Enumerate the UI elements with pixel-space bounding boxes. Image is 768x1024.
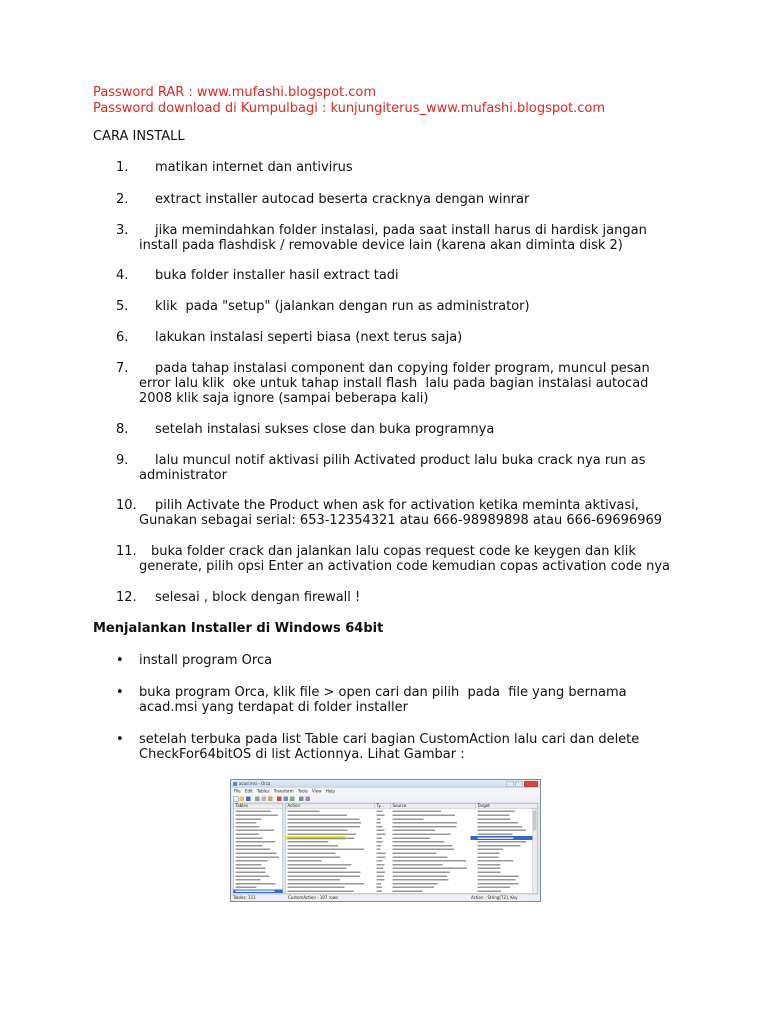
row-text-placeholder [393, 875, 448, 877]
toolbar-icon [240, 797, 245, 802]
bullet-icon: • [116, 732, 124, 747]
row-text-placeholder [288, 879, 340, 881]
toolbar-icon [246, 797, 251, 802]
install-step [0, 498, 768, 528]
step-number: 2. [116, 192, 129, 207]
step-text: jika memindahkan folder instalasi, pada saat install harus di hardisk jangan [155, 223, 647, 238]
row-text-placeholder [478, 890, 501, 892]
row-text-placeholder [288, 841, 329, 843]
row-text-placeholder [393, 837, 431, 839]
row-text-placeholder [377, 826, 383, 828]
row-text-placeholder [288, 871, 361, 873]
row-text-placeholder [478, 822, 518, 824]
toolbar-icon [233, 797, 239, 803]
win64-bullet-item [0, 685, 768, 715]
install-step [0, 160, 768, 175]
row-text-placeholder [377, 860, 383, 862]
row-text-placeholder [377, 879, 385, 881]
row-text-placeholder [393, 879, 449, 881]
row-text-placeholder [377, 830, 385, 832]
row-text-placeholder [393, 830, 435, 832]
row-text-placeholder [288, 826, 361, 828]
row-text-placeholder [377, 868, 384, 870]
row-text-placeholder [236, 871, 266, 873]
row-text-placeholder [478, 814, 510, 816]
row-text-placeholder [236, 845, 263, 847]
column-divider [476, 804, 477, 809]
step-number: 8. [116, 422, 129, 437]
toolbar-icon [277, 797, 282, 802]
bullet-icon: • [116, 653, 124, 668]
column-header-target: Target [477, 803, 490, 808]
step-number: 3. [116, 223, 129, 238]
row-text-placeholder [236, 852, 277, 854]
row-text-placeholder [478, 864, 501, 866]
row-text-placeholder [236, 849, 271, 851]
row-text-placeholder [288, 875, 361, 877]
install-step [0, 330, 768, 345]
row-text-placeholder [236, 875, 270, 877]
row-text-placeholder [393, 845, 453, 847]
row-text-placeholder [288, 845, 339, 847]
win64-section-title: Menjalankan Installer di Windows 64bit [93, 621, 384, 636]
row-text-placeholder [377, 856, 386, 858]
bullet-text: CheckFor64bitOS di list Actionnya. Lihat Gambar : [139, 747, 465, 763]
toolbar-icon [255, 797, 260, 802]
row-text-placeholder [288, 830, 348, 832]
step-text: buka folder installer hasil extract tadi [155, 268, 399, 283]
step-number: 10. [116, 498, 137, 513]
column-header-source: Source [392, 803, 407, 808]
row-text-placeholder [377, 871, 386, 873]
row-text-placeholder [478, 852, 500, 854]
status-column-info: Action - String[72], Key [471, 895, 518, 900]
password-download-line: Password download di Kumpulbagi : kunjungiterus_www.mufashi.blogspot.com [93, 101, 606, 116]
row-text-placeholder [236, 890, 275, 892]
row-text-placeholder [393, 841, 445, 843]
row-text-placeholder [393, 860, 467, 862]
close-icon [524, 781, 538, 787]
install-step [0, 453, 768, 483]
step-number: 7. [116, 361, 129, 376]
tables-list-header [234, 804, 283, 809]
step-number: 1. [116, 160, 129, 175]
row-text-placeholder [288, 852, 336, 854]
row-text-placeholder [236, 883, 276, 885]
row-text-placeholder [236, 833, 259, 835]
row-text-placeholder [236, 814, 278, 816]
menu-item-help: Help [325, 789, 335, 794]
row-text-placeholder [478, 856, 499, 858]
row-text-placeholder [377, 837, 383, 839]
row-text-placeholder [377, 841, 383, 843]
row-text-placeholder [393, 856, 448, 858]
step-text: Gunakan sebagai serial: 653-12354321 atau 666-98989898 atau 666-69696969 [139, 513, 663, 529]
row-text-placeholder [478, 837, 514, 839]
install-step [0, 299, 768, 314]
row-text-placeholder [478, 849, 504, 851]
bullet-text: acad.msi yang terdapat di folder installer [139, 700, 408, 716]
step-number: 12. [116, 590, 137, 605]
row-text-placeholder [288, 811, 320, 813]
menu-item-file: File [234, 789, 241, 794]
row-text-placeholder [393, 833, 451, 835]
row-text-placeholder [393, 890, 423, 892]
toolbar-icon [268, 797, 273, 802]
step-number: 11. [116, 544, 137, 559]
step-number: 5. [116, 299, 129, 314]
step-text: install pada flashdisk / removable device lain (karena akan diminta disk 2) [139, 238, 623, 254]
install-section-title: CARA INSTALL [93, 129, 185, 144]
install-step [0, 590, 768, 605]
row-text-placeholder [288, 890, 354, 892]
column-header-action: Action [287, 803, 301, 808]
row-text-placeholder [478, 860, 513, 862]
row-text-placeholder [393, 883, 438, 885]
toolbar-icon [306, 797, 311, 802]
toolbar-icon [299, 797, 304, 802]
toolbar-icon [262, 797, 267, 802]
row-text-placeholder [377, 818, 381, 820]
maximize-icon [515, 781, 523, 787]
step-text: lakukan instalasi seperti biasa (next terus saja) [155, 330, 463, 345]
menu-item-tables: Tables [256, 789, 270, 794]
step-text: matikan internet dan antivirus [155, 160, 353, 175]
row-text-placeholder [288, 868, 347, 870]
step-text: extract installer autocad beserta cracknya dengan winrar [155, 192, 530, 207]
step-text: setelah instalasi sukses close dan buka programnya [155, 422, 495, 437]
row-text-placeholder [377, 849, 381, 851]
row-text-placeholder [478, 818, 511, 820]
win64-bullet-item [0, 653, 768, 668]
row-text-placeholder [288, 822, 361, 824]
bullet-text: install program Orca [139, 653, 273, 668]
row-text-placeholder [288, 860, 322, 862]
row-text-placeholder [393, 826, 457, 828]
menu-item-edit: Edit [244, 789, 253, 794]
row-text-placeholder [377, 864, 385, 866]
row-text-placeholder [377, 890, 383, 892]
row-text-placeholder [478, 883, 519, 885]
bullet-text: setelah terbuka pada list Table cari bagian CustomAction lalu cari dan delete [139, 732, 640, 747]
row-text-placeholder [393, 849, 455, 851]
row-text-placeholder [478, 833, 513, 835]
row-text-placeholder [236, 887, 257, 889]
win64-bullet-item [0, 732, 768, 762]
toolbar-icon [290, 797, 295, 802]
step-text: klik pada "setup" (jalankan dengan run as administrator) [155, 299, 530, 314]
row-text-placeholder [236, 818, 262, 820]
row-text-placeholder [393, 822, 458, 824]
bullet-text: buka program Orca, klik file > open cari dan pilih pada file yang bernama [139, 685, 627, 700]
row-text-placeholder [288, 837, 355, 839]
row-text-placeholder [478, 871, 501, 873]
minimize-icon [506, 781, 514, 787]
row-text-placeholder [236, 826, 260, 828]
orca-app-icon [233, 782, 237, 786]
window-title: acad.msi - Orca [239, 781, 271, 786]
toolbar-icon [284, 797, 289, 802]
tables-list [233, 803, 283, 894]
column-header-type: Ty... [376, 803, 384, 808]
tables-list-row [234, 889, 283, 893]
row-text-placeholder [478, 845, 521, 847]
row-text-placeholder [288, 883, 365, 885]
row-text-placeholder [377, 852, 386, 854]
step-text: lalu muncul notif aktivasi pilih Activated product lalu buka crack nya run as [155, 453, 646, 468]
row-text-placeholder [236, 830, 275, 832]
row-text-placeholder [377, 845, 382, 847]
row-text-placeholder [236, 864, 262, 866]
row-text-placeholder [288, 849, 364, 851]
status-tables-count: Tables: 111 [233, 895, 256, 900]
row-text-placeholder [393, 811, 442, 813]
menu-item-tools: Tools [297, 789, 308, 794]
status-bar [231, 894, 540, 901]
row-text-placeholder [478, 811, 515, 813]
row-text-placeholder [478, 830, 526, 832]
row-text-placeholder [478, 879, 516, 881]
row-text-placeholder [478, 887, 511, 889]
row-text-placeholder [393, 868, 468, 870]
row-text-placeholder [377, 811, 383, 813]
row-text-placeholder [377, 875, 385, 877]
step-number: 6. [116, 330, 129, 345]
row-text-placeholder [236, 811, 272, 813]
row-text-placeholder [377, 822, 382, 824]
step-number: 9. [116, 453, 129, 468]
install-step [0, 268, 768, 283]
row-text-placeholder [236, 868, 266, 870]
row-text-placeholder [377, 814, 385, 816]
step-text: 2008 klik saja ignore (sampai beberapa kali) [139, 391, 429, 407]
step-text: selesai , block dengan firewall ! [155, 590, 361, 605]
orca-screenshot-image [230, 779, 541, 902]
row-text-placeholder [288, 864, 352, 866]
row-text-placeholder [236, 841, 276, 843]
step-text: pilih Activate the Product when ask for activation ketika meminta aktivasi, [155, 498, 639, 513]
bullet-icon: • [116, 685, 124, 700]
row-text-placeholder [393, 864, 443, 866]
row-text-placeholder [478, 868, 501, 870]
row-text-placeholder [393, 887, 434, 889]
step-text: error lalu klik oke untuk tahap install flash lalu pada bagian instalasi autocad [139, 376, 649, 392]
install-step [0, 422, 768, 437]
tables-header-label: Tables [235, 803, 248, 808]
row-text-placeholder [288, 833, 356, 835]
row-text-placeholder [288, 887, 345, 889]
row-text-placeholder [377, 883, 381, 885]
install-step [0, 361, 768, 407]
row-text-placeholder [377, 833, 386, 835]
window-title-bar [231, 780, 540, 788]
step-text: administrator [139, 468, 227, 484]
menu-item-view: View [312, 789, 322, 794]
row-text-placeholder [288, 818, 360, 820]
install-step [0, 192, 768, 207]
row-text-placeholder [478, 826, 523, 828]
toolbar [231, 795, 540, 803]
row-text-placeholder [236, 856, 280, 858]
step-text: buka folder crack dan jalankan lalu copas request code ke keygen dan klik [151, 544, 636, 559]
row-text-placeholder [478, 875, 519, 877]
orca-window [231, 780, 540, 901]
column-divider [375, 804, 376, 809]
row-text-placeholder [288, 856, 341, 858]
row-text-placeholder [377, 887, 383, 889]
columns-header [286, 804, 538, 809]
row-text-placeholder [236, 837, 263, 839]
row-text-placeholder [288, 814, 348, 816]
column-divider [391, 804, 392, 809]
step-text: pada tahap instalasi component dan copying folder program, muncul pesan [155, 361, 650, 376]
row-text-placeholder [393, 818, 424, 820]
step-text: generate, pilih opsi Enter an activation code kemudian copas activation code nya [139, 559, 670, 575]
install-step [0, 544, 768, 574]
menu-item-transform: Transform [273, 789, 294, 794]
row-text-placeholder [236, 860, 268, 862]
password-rar-line: Password RAR : www.mufashi.blogspot.com [93, 85, 377, 100]
menu-bar [231, 788, 540, 795]
row-text-placeholder [478, 841, 526, 843]
table-row [286, 889, 538, 893]
install-step [0, 223, 768, 253]
row-text-placeholder [236, 822, 257, 824]
status-row-count: CustomAction - 107 rows [288, 895, 339, 900]
rows-grid [285, 803, 538, 894]
row-text-placeholder [393, 871, 451, 873]
step-number: 4. [116, 268, 129, 283]
row-text-placeholder [236, 879, 261, 881]
row-text-placeholder [393, 852, 437, 854]
row-text-placeholder [393, 814, 456, 816]
